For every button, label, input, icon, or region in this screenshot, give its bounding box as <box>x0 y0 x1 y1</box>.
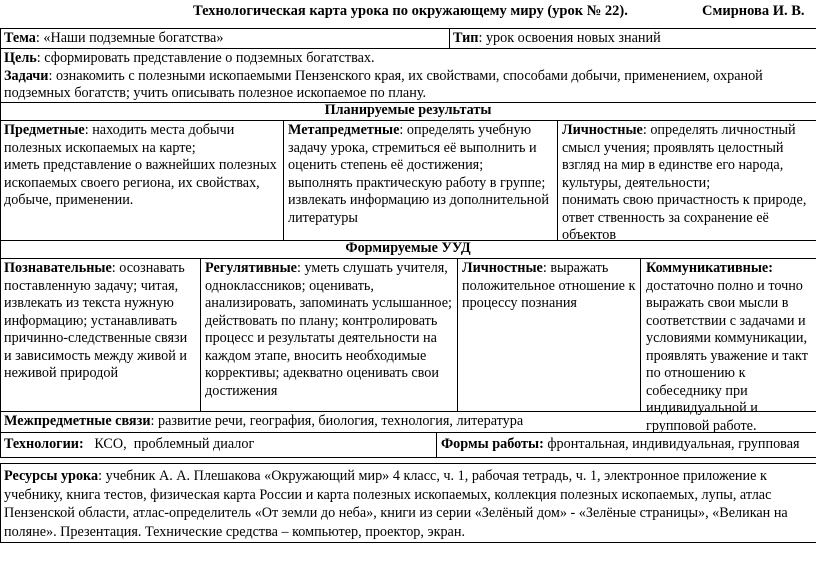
goal-label: Цель <box>4 50 37 66</box>
uud-cognitive-text: : осознавать поставленную задачу; читая, извлекать из текста нужную информацию; устанавливать причинно-следственные связи и зависимость между живой и неживой природой <box>4 260 188 381</box>
interdisciplinary-label: Межпредметные связи <box>4 413 151 429</box>
goal-tasks-cell <box>4 50 816 102</box>
table-border <box>0 120 816 121</box>
meta-results-line2: выполнять практическую работу в группе; <box>288 174 546 191</box>
table-border <box>283 120 284 240</box>
table-border <box>436 432 437 458</box>
technologies-cell <box>4 436 434 456</box>
table-border <box>449 28 450 48</box>
interdisciplinary-cell <box>4 413 816 432</box>
tasks-line <box>4 68 816 103</box>
tasks-label: Задачи <box>4 67 49 84</box>
goal-line <box>4 50 816 68</box>
personal-results-line1: Личностные: определять личностный смысл учения; проявлять целостный взгляд на мир в единстве его народа, культуры, деятельности; <box>562 122 796 191</box>
uud-communicative-label: Коммуникативные: <box>646 260 773 276</box>
subject-results-line2: иметь представление о важнейших полезных ископаемых своего региона, их свойствах, добыче, применении. <box>4 157 277 208</box>
resources-label: Ресурсы урока <box>4 468 99 484</box>
uud-heading: Формируемые УУД <box>345 240 471 256</box>
uud-regulatory-label: Регулятивные <box>205 260 297 276</box>
uud-cognitive-cell <box>4 260 198 410</box>
work-forms-cell <box>441 436 816 456</box>
technologies-value: КСО, проблемный диалог <box>83 436 255 452</box>
document-title: Технологическая карта урока по окружающему миру (урок № 22). <box>193 3 628 19</box>
meta-results-label: Метапредметные <box>288 122 400 138</box>
meta-results-line3: извлекать информацию из дополнительной литературы <box>288 192 549 226</box>
lesson-type-cell <box>453 30 813 48</box>
table-border <box>0 258 816 259</box>
meta-results-cell <box>288 122 554 240</box>
uud-regulatory-cell <box>205 260 455 410</box>
technologies-label: Технологии: <box>4 436 84 452</box>
table-border <box>557 120 558 240</box>
uud-personal-label: Личностные <box>462 260 543 276</box>
document-author: Смирнова И. В. <box>702 3 805 19</box>
table-border <box>0 463 1 543</box>
tasks-value: : ознакомить с полезными ископаемыми Пензенского края, их свойствами, способами добычи, применением, охраной подземных богатств; учить описывать полезное ископаемое по плану. <box>4 67 763 101</box>
table-border <box>0 463 816 464</box>
table-border <box>0 457 816 458</box>
planned-results-heading: Планируемые результаты <box>324 102 492 118</box>
resources-cell <box>4 467 816 542</box>
meta-results-line1: Метапредметные: определять учебную задачу урока, стремиться её выполнить и оценить степень её достижения; <box>288 122 537 173</box>
uud-personal-text: : выражать положительное отношение к процессу познания <box>462 260 636 311</box>
interdisciplinary-value: : развитие речи, география, биология, технология, литература <box>150 413 524 429</box>
topic-cell <box>4 30 446 48</box>
document-header <box>0 2 816 22</box>
subject-results-label: Предметные <box>4 122 85 138</box>
uud-personal-cell <box>462 260 637 410</box>
lesson-type-label: Тип <box>453 30 479 46</box>
table-border <box>640 258 641 411</box>
work-forms-value: фронтальная, индивидуальная, групповая <box>543 436 800 452</box>
table-border <box>200 258 201 411</box>
personal-results-line2: понимать свою причастность к природе, ответ ственность за сохранение её объектов <box>562 192 807 243</box>
work-forms-label: Формы работы: <box>441 436 544 452</box>
topic-label: Тема <box>4 30 36 46</box>
resources-value: : учебник А. А. Плешакова «Окружающий мир» 4 класс, ч. 1, рабочая тетрадь, ч. 1, электронное приложение к учебнику, книга тестов, физическая карта России и карта полезных ископаемых, коллекция полезных ископаемых, лупы, атлас Пензенской области, атлас-определитель «От земли до неба», книги из серии «Зелёный дом» - «Зелёные страницы», «Великан на поляне». Презентация. Технические средства – компьютер, проектор, экран. <box>4 468 788 540</box>
subject-results-cell <box>4 122 280 240</box>
subject-results-line1: Предметные: находить места добычи полезных ископаемых на карте; <box>4 122 235 156</box>
table-border <box>0 28 816 29</box>
uud-cognitive-label: Познавательные <box>4 260 112 276</box>
table-border <box>0 48 816 49</box>
uud-regulatory-text: : уметь слушать учителя, одноклассников; оценивать, анализировать, запоминать услышанное; действовать по плану; контролировать процесс и результаты деятельности на каждом этапе, вносить необходимые коррективы; адекватно оценивать свои достижения <box>205 260 452 399</box>
table-border <box>0 542 816 543</box>
lesson-type-value: : урок освоения новых знаний <box>478 30 661 46</box>
table-border <box>457 258 458 411</box>
personal-results-cell <box>562 122 816 243</box>
uud-communicative-text: достаточно полно и точно выражать свои мысли в соответствии с задачами и условиями коммуникации, проявлять уважение и такт по отношению к собеседнику при индивидуальной и групповой работе. <box>646 277 808 434</box>
personal-results-label: Личностные <box>562 122 643 138</box>
topic-value: : «Наши подземные богатства» <box>35 30 224 46</box>
goal-value: : сформировать представление о подземных богатствах. <box>36 50 375 66</box>
uud-communicative-cell <box>646 260 816 434</box>
